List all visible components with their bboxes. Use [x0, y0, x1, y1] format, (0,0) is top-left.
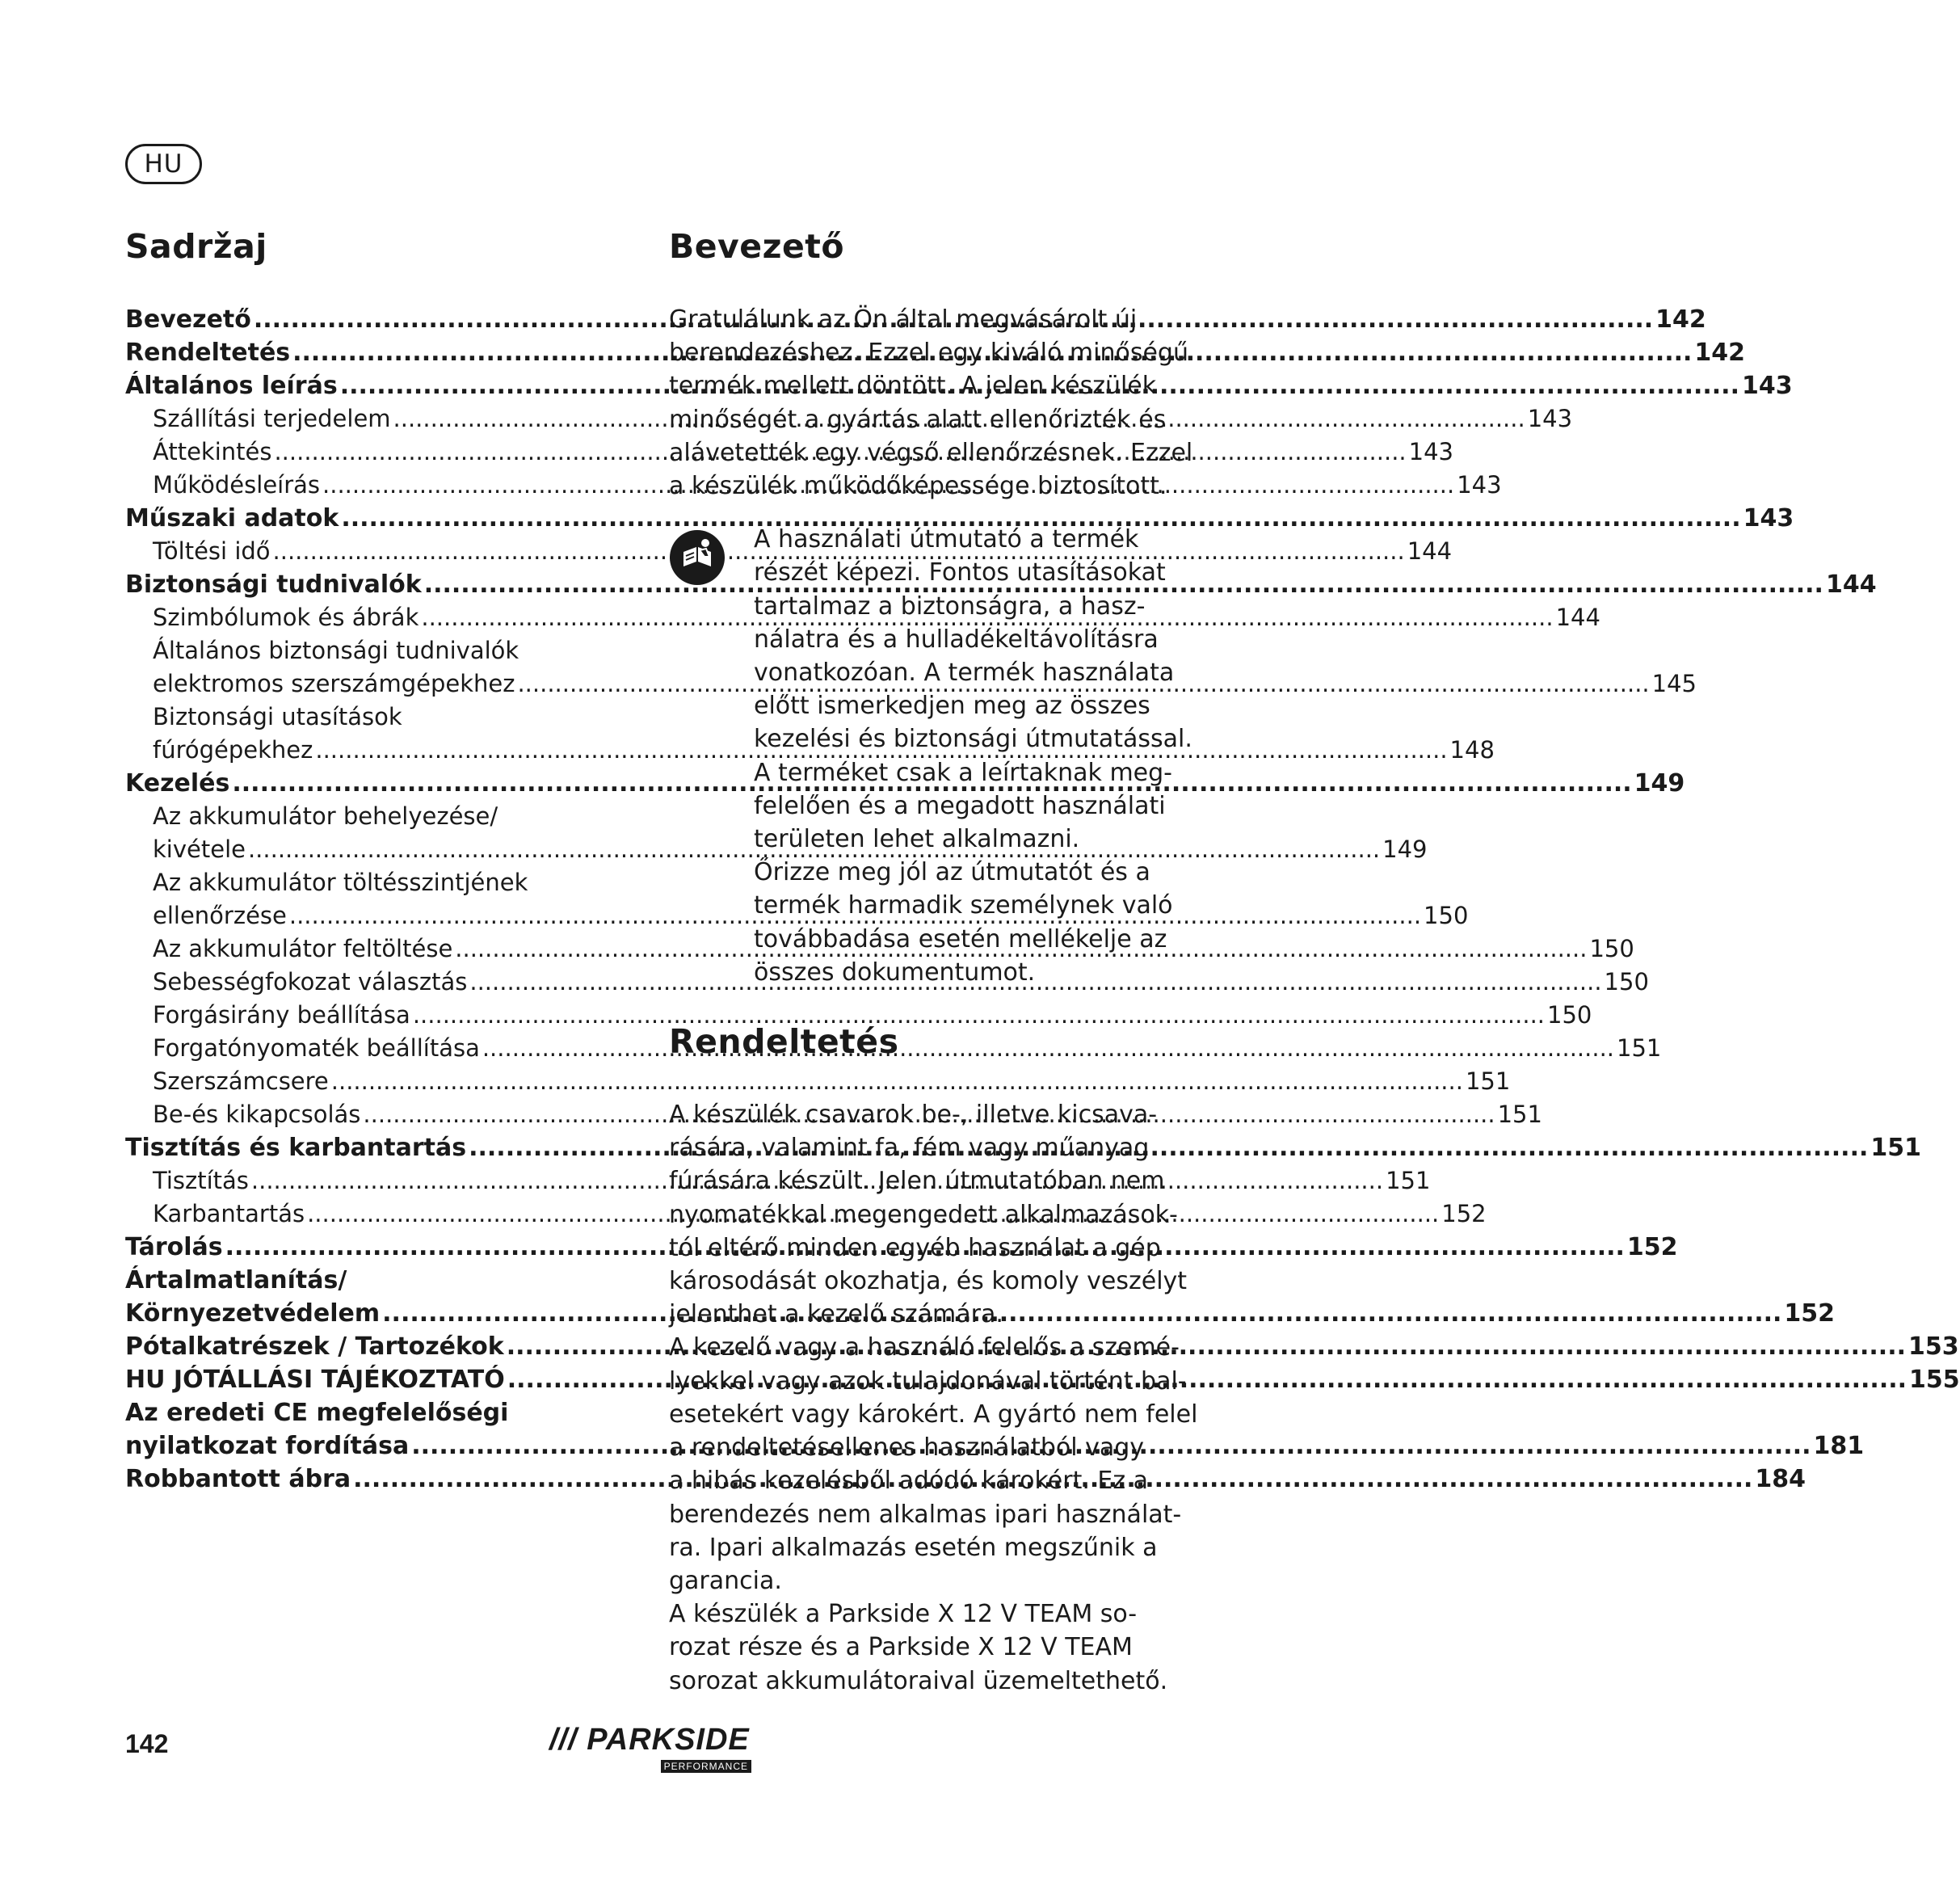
toc-entry-title: Forgatónyomaték beállítása — [153, 1034, 480, 1062]
toc-entry-page: 152 — [1784, 1299, 1836, 1328]
toc-entry-page: 151 — [1617, 1034, 1662, 1062]
text-line: területen lehet alkalmazni. — [754, 825, 1080, 854]
toc-title: Sadržaj — [125, 227, 267, 266]
toc-entry-title: Környezetvédelem — [125, 1299, 381, 1328]
toc-entry-page: 151 — [1386, 1167, 1431, 1194]
toc-entry-title: Az akkumulátor feltöltése — [153, 935, 453, 962]
toc-entry-title: Általános biztonsági tudnivalók — [153, 637, 519, 664]
text-line: nálatra és a hulladékeltávolításra — [754, 625, 1159, 654]
toc-entry-title: Szimbólumok és ábrák — [153, 604, 419, 631]
parkside-logo — [549, 1723, 751, 1779]
toc-entry-title: Kezelés — [125, 769, 230, 798]
toc-entry-page: 153 — [1907, 1332, 1959, 1361]
toc-entry-title: Tárolás — [125, 1233, 223, 1261]
text-line: továbbadása esetén mellékelje az — [754, 924, 1167, 953]
toc-entry-page: 144 — [1407, 537, 1453, 565]
toc-entry-title: Működésleírás — [153, 471, 321, 499]
toc-entry-title: HU JÓTÁLLÁSI TÁJÉKOZTATÓ — [125, 1366, 505, 1394]
toc-entry-title: Forgásirány beállítása — [153, 1001, 410, 1029]
toc-entry-title: Műszaki adatok — [125, 504, 339, 532]
toc-entry-page: 145 — [1651, 670, 1697, 697]
toc-entry-page: 148 — [1449, 736, 1495, 764]
toc-entry-title: ellenőrzése — [153, 902, 287, 929]
text-line: termék harmadik személynek való — [754, 891, 1173, 920]
text-line: A kezelő vagy a használó felelős a szemé- — [669, 1333, 1180, 1362]
text-line: fúrására készült. Jelen útmutatóban nem — [669, 1167, 1165, 1196]
text-line: nyomatékkal megengedett alkalmazások- — [669, 1200, 1178, 1229]
text-line: lyekkel vagy azok tulajdonával történt bal- — [669, 1366, 1187, 1395]
toc-entry-title: Az akkumulátor töltésszintjének — [153, 869, 528, 896]
text-line: Gratulálunk az Ön által megvásárolt új — [669, 305, 1138, 334]
toc-entry-page: 143 — [1743, 504, 1794, 532]
toc-entry-page: 143 — [1457, 471, 1502, 499]
page-number: 142 — [125, 1729, 169, 1758]
toc-entry-page: 149 — [1634, 769, 1685, 798]
toc-entry-title: kivétele — [153, 836, 246, 863]
usage-paragraph — [669, 1098, 1198, 1698]
toc-entry — [125, 999, 1592, 1032]
toc-entry-page: 143 — [1741, 372, 1793, 400]
intro-paragraph — [669, 303, 1193, 503]
text-line: A készülék csavarok be-, illetve kicsava- — [669, 1101, 1158, 1130]
toc-entry-title: Az akkumulátor behelyezése/ — [153, 802, 498, 830]
toc-entry-title: Szerszámcsere — [153, 1067, 329, 1095]
toc-entry-title: Áttekintés — [153, 438, 272, 465]
text-line: a rendeltetésellenes használatból vagy — [669, 1433, 1145, 1463]
text-line: tól eltérő minden egyéb használat a gép — [669, 1233, 1161, 1262]
toc-entry-title: Általános leírás — [125, 372, 338, 400]
text-line: vonatkozóan. A termék használata — [754, 659, 1175, 688]
usage-title: Rendeltetés — [669, 1022, 899, 1062]
text-line: termék mellett döntött. A jelen készülék — [669, 372, 1157, 401]
text-line: Őrizze meg jól az útmutatót és a — [754, 858, 1150, 887]
toc-entry-title: Tisztítás és karbantartás — [125, 1134, 467, 1162]
toc-entry-page: 143 — [1408, 438, 1454, 465]
toc-entry-title: Rendeltetés — [125, 339, 291, 367]
toc-entry-title: nyilatkozat fordítása — [125, 1432, 410, 1460]
toc-entry-page: 150 — [1604, 968, 1649, 996]
toc-entry-page: 151 — [1870, 1134, 1921, 1162]
content-column — [669, 226, 1198, 1698]
intro-title: Bevezető — [669, 227, 845, 266]
logo-subtext: PERFORMANCE — [661, 1760, 751, 1773]
text-line: rására, valamint fa, fém vagy műanyag — [669, 1134, 1150, 1163]
toc-entry — [125, 1065, 1511, 1098]
toc-entry-title: Pótalkatrészek / Tartozékok — [125, 1332, 504, 1361]
toc-entry-page: 142 — [1655, 305, 1706, 334]
toc-entry-title: Szállítási terjedelem — [153, 405, 391, 432]
toc-entry-page: 152 — [1626, 1233, 1678, 1261]
toc-entry-title: Robbantott ábra — [125, 1465, 351, 1493]
text-line: A készülék a Parkside X 12 V TEAM so- — [669, 1600, 1138, 1629]
toc-entry-page: 150 — [1424, 902, 1469, 929]
toc-entry-title: Az eredeti CE megfelelőségi — [125, 1399, 509, 1427]
text-line: minőségét a gyártás alatt ellenőrizték és — [669, 405, 1167, 434]
text-line: alávetették egy végső ellenőrzésnek. Ezzel — [669, 438, 1193, 467]
text-line: összes dokumentumot. — [754, 958, 1036, 987]
text-line: rozat része és a Parkside X 12 V TEAM — [669, 1633, 1133, 1662]
toc-entry-title: Karbantartás — [153, 1200, 305, 1227]
toc-entry-title: Biztonsági tudnivalók — [125, 570, 422, 599]
toc-entry-title: elektromos szerszámgépekhez — [153, 670, 515, 697]
toc-entry-page: 184 — [1755, 1465, 1806, 1493]
toc-entry-page: 152 — [1441, 1200, 1487, 1227]
logo-text: /// PARKSIDE — [549, 1723, 750, 1757]
language-badge: HU — [125, 144, 202, 184]
toc-entry-title: fúrógépekhez — [153, 736, 313, 764]
text-line: kezelési és biztonsági útmutatással. — [754, 725, 1192, 754]
text-line: jelenthet a kezelő számára. — [669, 1300, 1003, 1329]
toc-entry-page: 155 — [1909, 1366, 1960, 1394]
text-line: esetekért vagy károkért. A gyártó nem felel — [669, 1400, 1198, 1429]
text-line: tartalmaz a biztonságra, a hasz- — [754, 591, 1146, 621]
toc-entry — [125, 502, 1794, 535]
toc-entry-page: 144 — [1825, 570, 1877, 599]
text-line: A használati útmutató a termék — [754, 525, 1139, 554]
toc-entry-page: 149 — [1382, 836, 1428, 863]
toc-entry-title: Töltési idő — [153, 537, 271, 565]
toc-entry-page: 144 — [1555, 604, 1600, 631]
toc-entry-title: Sebességfokozat választás — [153, 968, 468, 996]
text-line: A terméket csak a leírtaknak meg- — [754, 758, 1172, 787]
toc-entry-title: Biztonsági utasítások — [153, 703, 402, 730]
text-line: a hibás kezelésből adódó károkért. Ez a — [669, 1467, 1149, 1496]
text-line: felelően és a megadott használati — [754, 791, 1166, 820]
text-line: ra. Ipari alkalmazás esetén megszűnik a — [669, 1533, 1158, 1562]
toc-entry-title: Ártalmatlanítás/ — [125, 1266, 347, 1294]
toc-entry-title: Tisztítás — [153, 1167, 249, 1194]
text-line: berendezéshez. Ezzel egy kiváló minőségű — [669, 339, 1188, 368]
toc-entry-page: 142 — [1694, 339, 1746, 367]
text-line: garancia. — [669, 1566, 782, 1595]
manual-notice — [669, 523, 1192, 989]
text-line: előtt ismerkedjen meg az összes — [754, 692, 1150, 721]
notice-text — [754, 523, 1192, 989]
toc-entry-page: 151 — [1465, 1067, 1511, 1095]
toc-entry-page: 181 — [1813, 1432, 1865, 1460]
read-manual-icon — [669, 529, 726, 586]
toc-entry-page: 150 — [1589, 935, 1634, 962]
text-line: károsodását okozhatja, és komoly veszélyt — [669, 1267, 1188, 1296]
text-line: a készülék működőképessége biztosított. — [669, 472, 1167, 501]
text-line: részét képezi. Fontos utasításokat — [754, 558, 1166, 587]
text-line: berendezés nem alkalmas ipari használat- — [669, 1500, 1182, 1529]
toc-entry-title: Bevezető — [125, 305, 251, 334]
toc-entry-page: 143 — [1527, 405, 1573, 432]
text-line: sorozat akkumulátoraival üzemeltethető. — [669, 1666, 1168, 1695]
toc-entry-page: 151 — [1497, 1101, 1542, 1128]
toc-entry-title: Be-és kikapcsolás — [153, 1101, 361, 1128]
toc-entry-page: 150 — [1547, 1001, 1592, 1029]
